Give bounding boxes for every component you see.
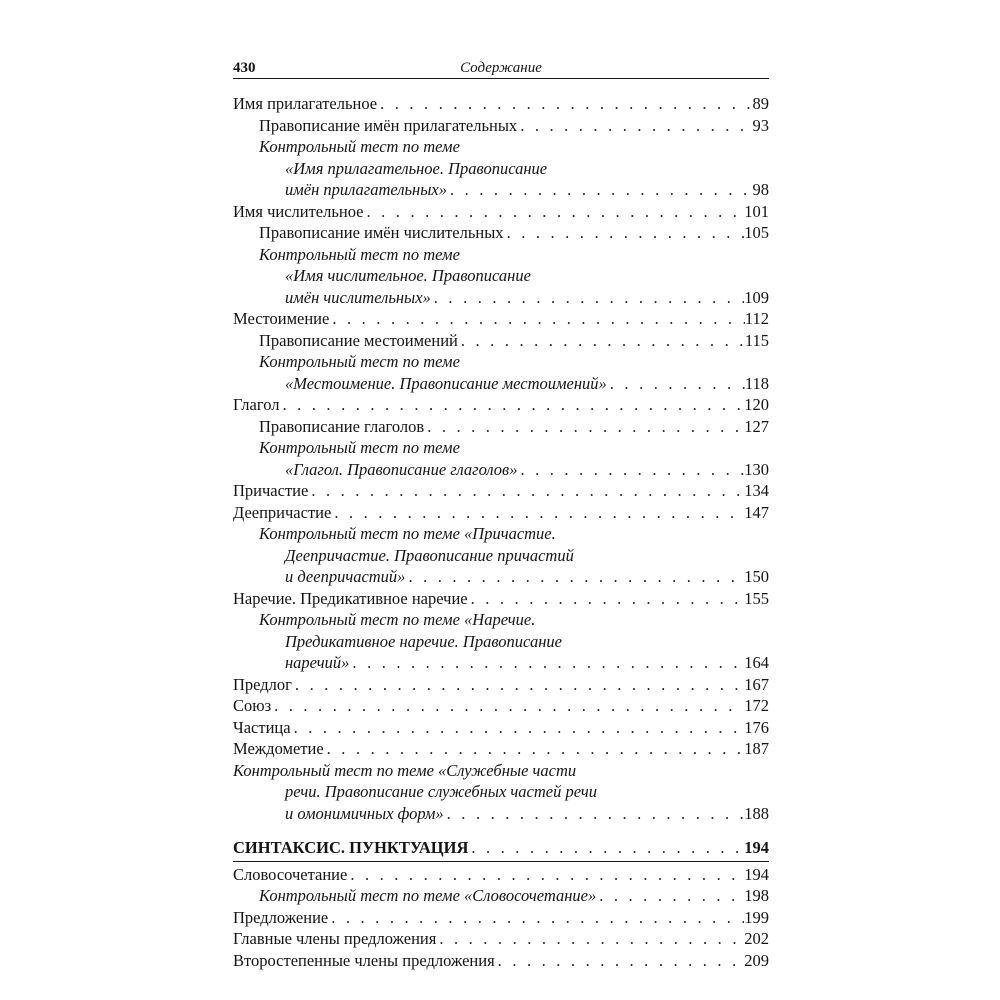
page-number: 430 xyxy=(233,60,256,76)
toc-entry-title: Частица xyxy=(233,717,291,737)
dot-leader xyxy=(468,588,745,610)
toc-entry-title: Контрольный тест по теме «Служебные части xyxy=(233,760,577,780)
toc-line xyxy=(233,695,769,717)
toc-line xyxy=(233,609,769,631)
toc-entry-title: Глагол xyxy=(233,395,280,414)
toc-entry[interactable] xyxy=(233,201,769,223)
toc-page-number: 101 xyxy=(744,201,769,221)
dot-leader xyxy=(495,950,745,972)
toc-line xyxy=(233,523,769,545)
toc-line xyxy=(233,781,769,803)
toc-line xyxy=(233,885,769,907)
toc-line xyxy=(233,566,769,588)
toc-line xyxy=(233,136,769,158)
dot-leader xyxy=(447,179,753,201)
toc-page-number: 167 xyxy=(744,674,769,694)
header-rule xyxy=(233,78,769,79)
dot-leader xyxy=(364,201,745,223)
toc-line xyxy=(233,244,769,266)
toc-entry[interactable] xyxy=(233,928,769,950)
toc-page-number: 194 xyxy=(744,838,769,857)
toc-page-number: 199 xyxy=(744,907,769,927)
toc-entry-title: «Глагол. Правописание глаголов» xyxy=(285,459,518,479)
dot-leader xyxy=(504,222,745,244)
toc-entry[interactable] xyxy=(233,695,769,717)
toc-entry-title: Правописание глаголов xyxy=(259,416,425,436)
toc-line xyxy=(233,437,769,459)
dot-leader xyxy=(517,459,744,481)
toc-page-number: 150 xyxy=(744,567,769,586)
dot-leader xyxy=(377,93,752,115)
toc-page-number: 202 xyxy=(744,929,769,948)
toc-line xyxy=(233,545,769,567)
toc-line xyxy=(233,631,769,653)
toc-entry-title: Контрольный тест по теме «Наречие. xyxy=(259,610,536,629)
toc-line xyxy=(233,864,769,886)
toc-entry-title: Второстепенные члены предложения xyxy=(233,950,495,970)
dot-leader xyxy=(331,502,744,524)
dot-leader xyxy=(292,674,744,696)
toc-page-number: 172 xyxy=(744,696,769,715)
toc-page-number: 118 xyxy=(744,373,769,393)
toc-page-number: 134 xyxy=(744,481,769,500)
dot-leader xyxy=(329,308,745,330)
toc-line xyxy=(233,308,769,330)
toc-entry-title: Правописание имён прилагательных xyxy=(259,115,518,135)
toc-entry[interactable] xyxy=(233,93,769,115)
toc-line xyxy=(233,351,769,373)
toc-page-number: 112 xyxy=(744,309,769,328)
toc-line xyxy=(233,738,769,760)
dot-leader xyxy=(308,480,744,502)
toc-entry[interactable] xyxy=(233,502,769,524)
toc-line xyxy=(233,674,769,696)
dot-leader xyxy=(596,885,744,907)
toc-entry-title: Предложение xyxy=(233,907,329,927)
toc-page-number: 164 xyxy=(744,653,769,672)
dot-leader xyxy=(279,394,744,416)
toc-page-number: 89 xyxy=(752,94,769,113)
toc-page-number: 98 xyxy=(752,180,769,199)
toc-line xyxy=(233,394,769,416)
toc-page-number: 130 xyxy=(744,459,769,479)
dot-leader xyxy=(291,717,745,739)
toc-line xyxy=(233,760,769,782)
toc-entry[interactable] xyxy=(233,864,769,886)
toc-entry[interactable] xyxy=(233,115,769,137)
toc-entry[interactable] xyxy=(233,244,769,309)
toc-entry[interactable] xyxy=(233,222,769,244)
toc-page-number: 194 xyxy=(744,864,769,884)
toc-line xyxy=(233,803,769,825)
toc-entry[interactable] xyxy=(233,588,769,610)
toc-entry-title: Междометие xyxy=(233,739,324,758)
toc-entry[interactable] xyxy=(233,416,769,438)
toc-entry-title: и деепричастий» xyxy=(285,567,406,586)
table-of-contents xyxy=(233,93,769,971)
dot-leader xyxy=(328,907,744,929)
toc-entry[interactable] xyxy=(233,437,769,480)
toc-entry[interactable] xyxy=(233,760,769,825)
toc-entry-title: Главные члены предложения xyxy=(233,929,437,948)
toc-entry-title: Союз xyxy=(233,696,272,715)
dot-leader xyxy=(607,373,745,395)
toc-line xyxy=(233,158,769,180)
toc-entry[interactable] xyxy=(233,738,769,760)
toc-entry-title: имён прилагательных» xyxy=(285,180,447,199)
dot-leader xyxy=(517,115,752,137)
toc-entry-title: Наречие. Предикативное наречие xyxy=(233,588,468,608)
dot-leader xyxy=(347,864,744,886)
section-gap xyxy=(233,824,769,837)
toc-line xyxy=(233,928,769,950)
dot-leader xyxy=(271,695,744,717)
dot-leader xyxy=(468,837,744,859)
toc-line xyxy=(233,502,769,524)
toc-entry-title: Предлог xyxy=(233,674,292,694)
running-head xyxy=(233,58,769,78)
toc-line xyxy=(233,265,769,287)
toc-entry-title: Правописание имён числительных xyxy=(259,223,504,242)
toc-entry-title: Деепричастие. Правописание причастий xyxy=(285,545,574,565)
toc-line xyxy=(233,287,769,309)
toc-page-number: 176 xyxy=(744,717,769,737)
toc-line xyxy=(233,416,769,438)
toc-entry-title: «Имя прилагательное. Правописание xyxy=(285,158,548,178)
toc-entry[interactable] xyxy=(233,674,769,696)
toc-entry-title: Правописание местоимений xyxy=(259,330,458,350)
toc-page-number: 155 xyxy=(744,588,769,608)
toc-entry-title: Контрольный тест по теме «Словосочетание» xyxy=(259,886,597,905)
toc-entry[interactable] xyxy=(233,717,769,739)
section-rule xyxy=(233,861,769,862)
toc-entry[interactable] xyxy=(233,480,769,502)
toc-entry-title: Контрольный тест по теме xyxy=(259,137,460,156)
toc-line xyxy=(233,950,769,972)
toc-page-number: 105 xyxy=(744,223,769,242)
toc-entry-title: речи. Правописание служебных частей речи xyxy=(285,782,597,801)
toc-entry-title: Деепричастие xyxy=(233,502,332,522)
toc-entry-title: «Местоимение. Правописание местоимений» xyxy=(285,373,607,393)
toc-entry-title: имён числительных» xyxy=(285,287,431,307)
toc-page-number: 120 xyxy=(744,395,769,414)
toc-entry-title: СИНТАКСИС. ПУНКТУАЦИЯ xyxy=(233,838,469,857)
toc-line xyxy=(233,907,769,929)
dot-leader xyxy=(405,566,744,588)
toc-entry[interactable] xyxy=(233,330,769,352)
dot-leader xyxy=(349,652,744,674)
toc-page-number: 127 xyxy=(744,416,769,436)
toc-line xyxy=(233,373,769,395)
toc-page-number: 109 xyxy=(744,287,769,307)
toc-entry-title: Предикативное наречие. Правописание xyxy=(285,631,562,651)
dot-leader xyxy=(444,803,745,825)
toc-line xyxy=(233,330,769,352)
toc-line xyxy=(233,201,769,223)
toc-page-number: 188 xyxy=(744,803,769,823)
toc-page-number: 198 xyxy=(744,886,769,905)
toc-line xyxy=(233,115,769,137)
book-page xyxy=(233,58,769,970)
toc-entry-title: Имя прилагательное xyxy=(233,94,378,113)
toc-page-number: 147 xyxy=(744,502,769,522)
toc-line xyxy=(233,222,769,244)
toc-entry[interactable] xyxy=(233,351,769,394)
toc-line xyxy=(233,480,769,502)
toc-entry-title: Причастие xyxy=(233,481,309,500)
toc-entry-title: Контрольный тест по теме xyxy=(259,352,460,371)
toc-entry-title: «Имя числительное. Правописание xyxy=(285,266,531,285)
toc-line xyxy=(233,588,769,610)
dot-leader xyxy=(431,287,744,309)
dot-leader xyxy=(424,416,744,438)
toc-line xyxy=(233,459,769,481)
toc-page-number: 187 xyxy=(744,739,769,758)
toc-line xyxy=(233,717,769,739)
toc-entry[interactable] xyxy=(233,136,769,201)
toc-entry[interactable] xyxy=(233,885,769,907)
toc-entry[interactable] xyxy=(233,523,769,588)
toc-page-number: 209 xyxy=(744,950,769,970)
toc-entry[interactable] xyxy=(233,609,769,674)
toc-entry-title: Местоимение xyxy=(233,309,330,328)
toc-entry[interactable] xyxy=(233,837,769,859)
toc-entry[interactable] xyxy=(233,308,769,330)
toc-line xyxy=(233,93,769,115)
toc-entry-title: Контрольный тест по теме «Причастие. xyxy=(259,524,556,543)
toc-entry-title: Имя числительное xyxy=(233,201,364,221)
toc-entry-title: Словосочетание xyxy=(233,864,348,884)
toc-entry[interactable] xyxy=(233,907,769,929)
running-title: Содержание xyxy=(460,60,542,76)
dot-leader xyxy=(458,330,745,352)
dot-leader xyxy=(436,928,744,950)
toc-page-number: 115 xyxy=(744,330,769,350)
toc-line xyxy=(233,837,769,859)
toc-line xyxy=(233,179,769,201)
toc-page-number: 93 xyxy=(752,115,769,135)
dot-leader xyxy=(324,738,745,760)
toc-entry-title: и омонимичных форм» xyxy=(285,803,444,823)
toc-entry-title: наречий» xyxy=(285,653,350,672)
toc-entry[interactable] xyxy=(233,950,769,972)
toc-line xyxy=(233,652,769,674)
toc-entry[interactable] xyxy=(233,394,769,416)
toc-entry-title: Контрольный тест по теме xyxy=(259,438,460,457)
toc-entry-title: Контрольный тест по теме xyxy=(259,244,460,264)
